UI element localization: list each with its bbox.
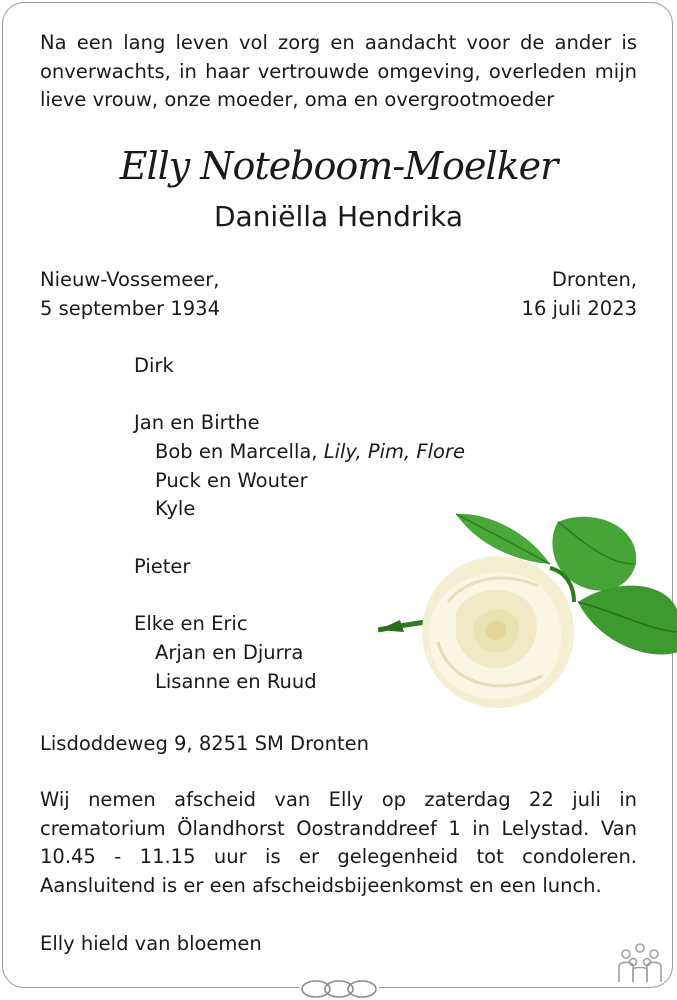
closing-text: Elly hield van bloemen: [40, 932, 262, 955]
intro-text: Na een lang leven vol zorg en aandacht voor de ander is onverwachts, in haar vertrouwde omgeving, overleden mijn lieve vrouw, onze moeder, oma en overgrootmoeder: [40, 31, 637, 112]
deceased-given-names: Daniëlla Hendrika: [213, 200, 464, 233]
deceased-name: Elly Noteboom-Moelker: [119, 144, 558, 188]
address: Lisdoddeweg 9, 8251 SM Dronten: [40, 732, 369, 755]
family-member: Dirk: [134, 354, 174, 377]
family-member: Jan en Birthe: [134, 411, 260, 435]
birth-info: [40, 266, 220, 323]
death-place: Dronten,: [551, 268, 637, 291]
family-member: Elke en Eric: [134, 612, 248, 636]
death-info: [522, 266, 637, 323]
family-people-logo-icon: [614, 942, 666, 984]
family-member: Kyle: [155, 497, 196, 521]
death-date: 16 juli 2023: [521, 296, 637, 320]
family-member: Lisanne en Ruud: [155, 669, 317, 693]
family-children: Lily, Pim, Flore: [323, 440, 465, 464]
farewell-text: Wij nemen afscheid van Elly op zaterdag 22 juli in crematorium Ölandhorst Oostranddreef 1 in Lelystad. Van 10.45 - 11.15 uur is er gelegenheid tot condoleren. Aansluitend is er een afscheidsbijeenkomst en een lunch.: [40, 788, 637, 898]
infinity-ornament-icon: [299, 978, 379, 1000]
birth-place: Nieuw-Vossemeer,: [40, 268, 220, 291]
family-member: Pieter: [134, 554, 191, 578]
birth-date: 5 september 1934: [40, 296, 220, 320]
family-member: Puck en Wouter: [155, 468, 308, 492]
white-rose-image: [378, 512, 677, 712]
family-member: Arjan en Djurra: [155, 640, 304, 664]
family-couple: Bob en Marcella,: [155, 440, 318, 464]
family-member: [134, 438, 465, 467]
